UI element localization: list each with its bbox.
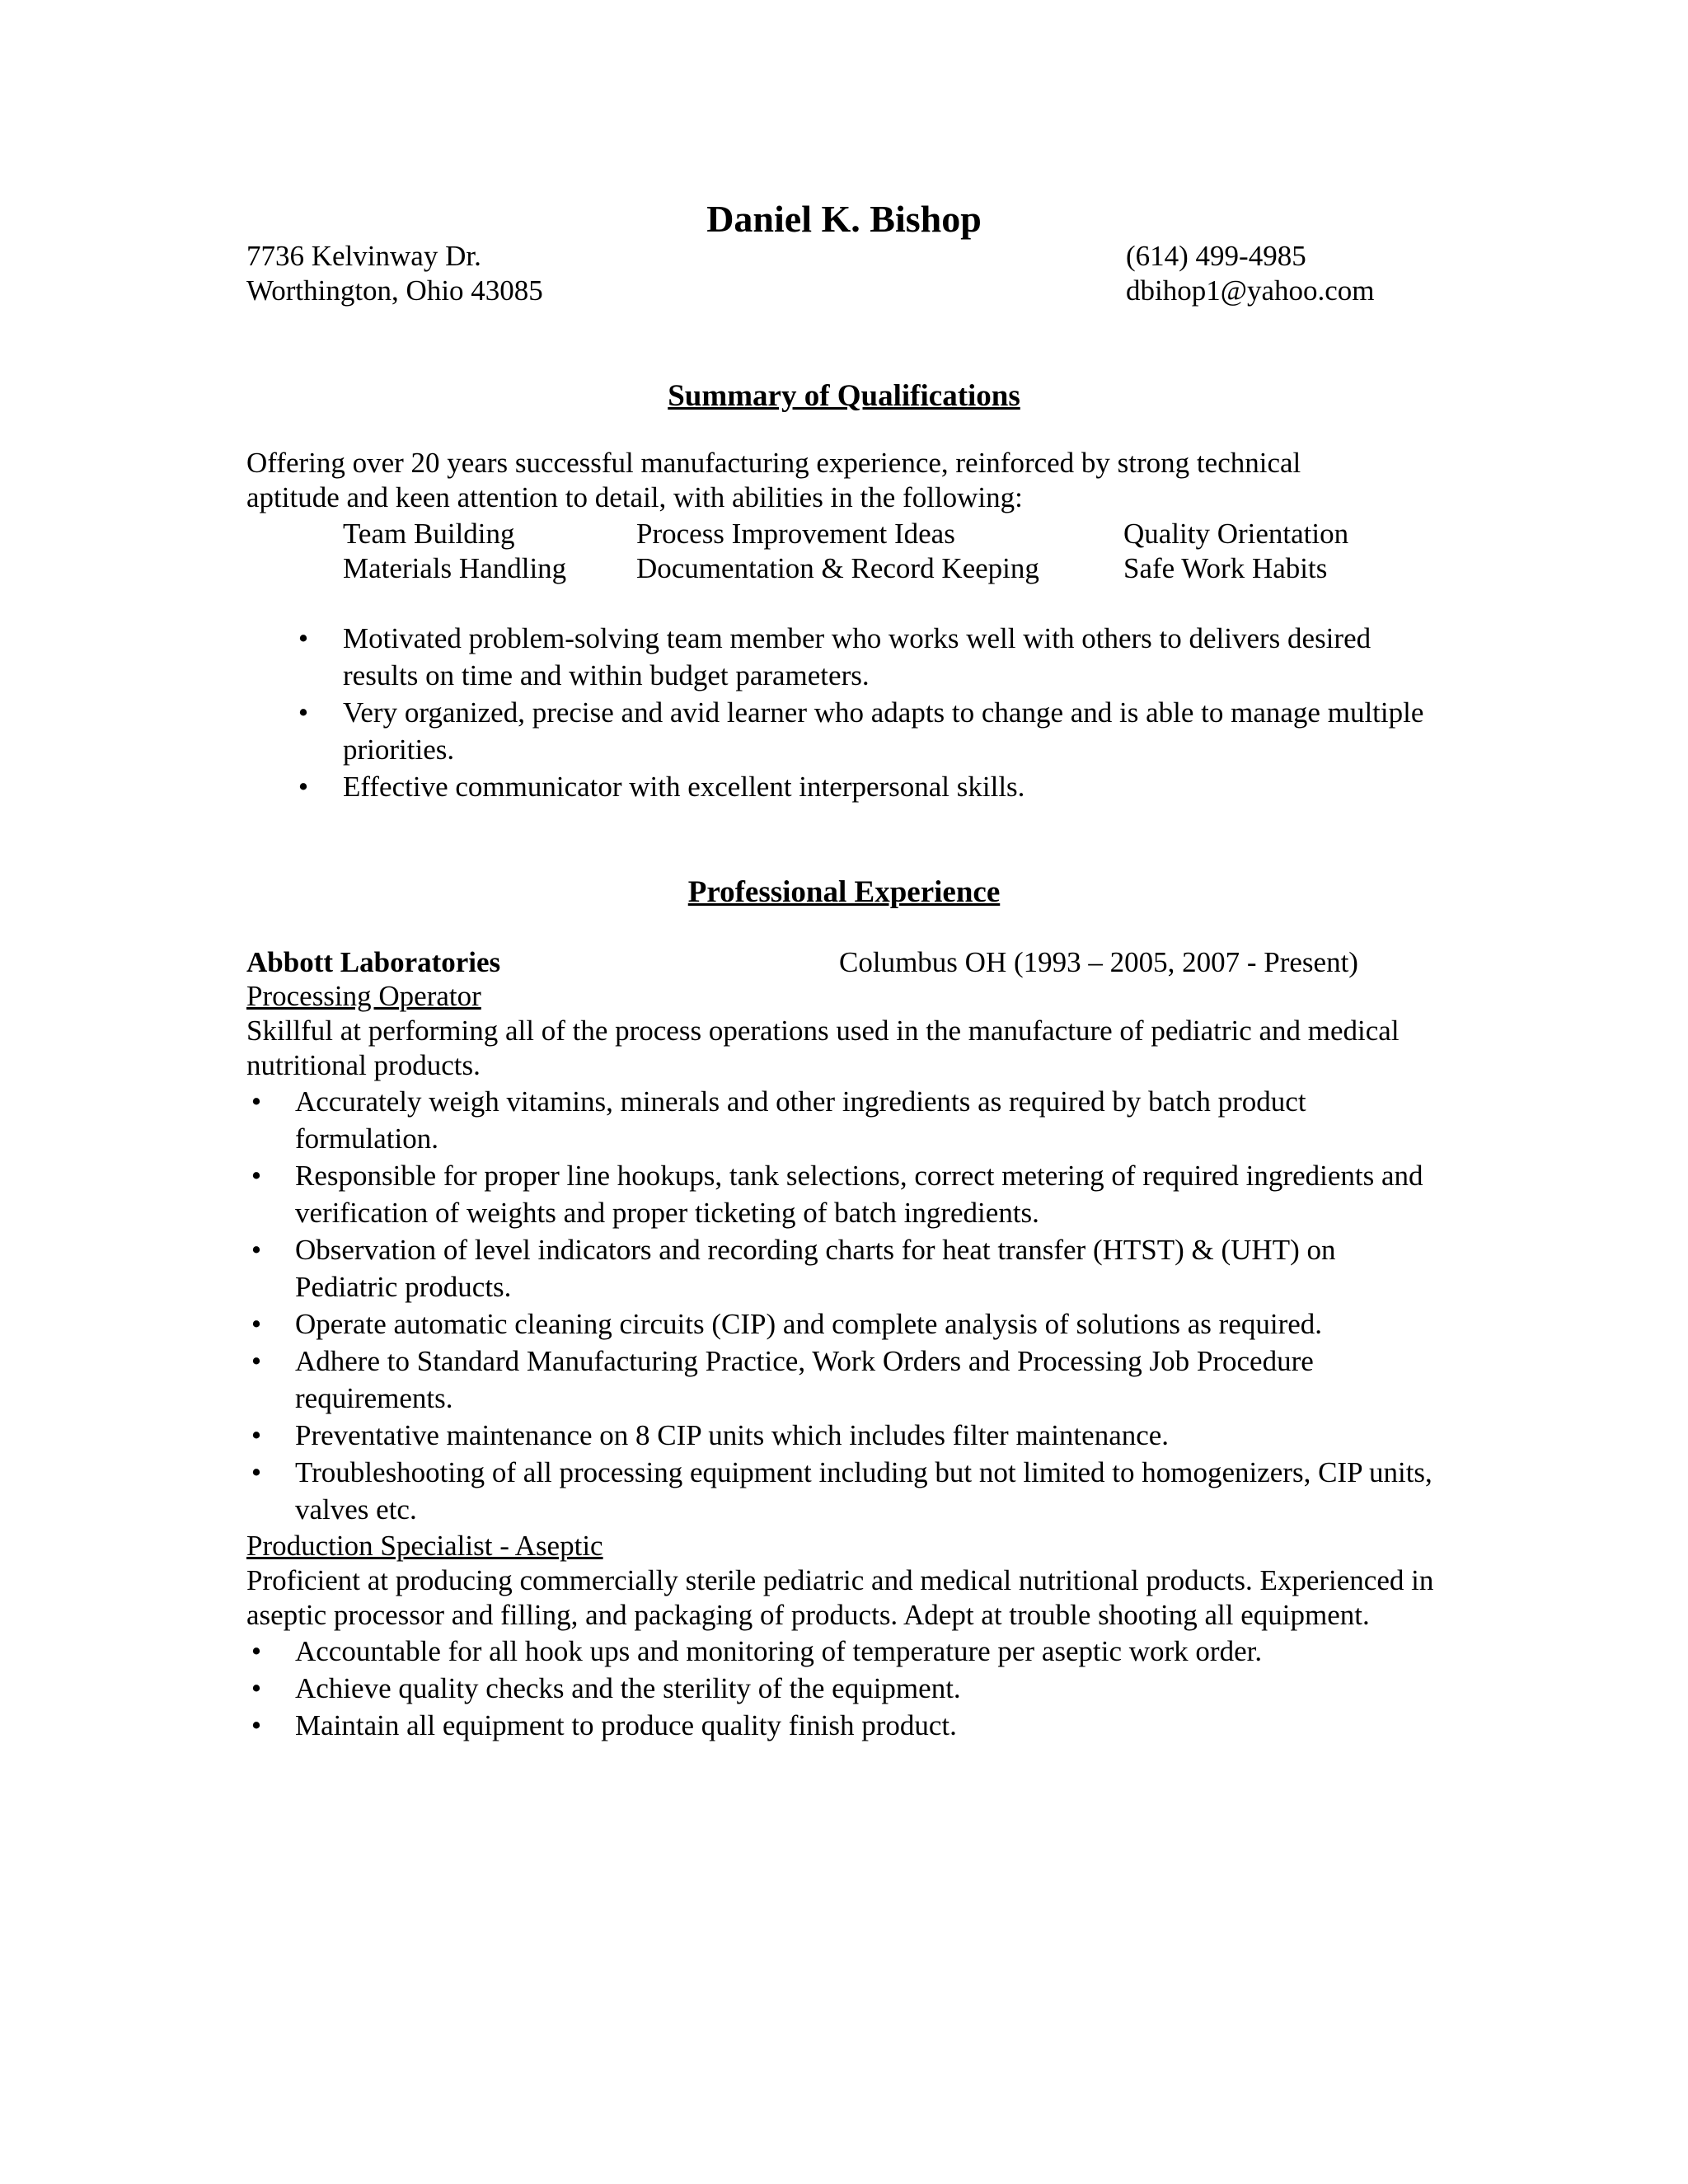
list-item xyxy=(246,1083,1442,1157)
summary-intro-line: aptitude and keen attention to detail, with abilities in the following: xyxy=(246,481,1023,513)
address-block xyxy=(246,239,543,308)
skills-row xyxy=(343,551,1414,586)
bullet-text: Operate automatic cleaning circuits (CIP) and complete analysis of solutions as required. xyxy=(295,1308,1323,1340)
bullet-icon: • xyxy=(251,1635,262,1667)
role-title: Production Specialist - Aseptic xyxy=(246,1530,603,1562)
list-item xyxy=(293,768,1447,805)
role-bullet-list xyxy=(246,1633,1442,1744)
address-line-2: Worthington, Ohio 43085 xyxy=(246,274,543,307)
role-description: Proficient at producing commercially sterile pediatric and medical nutritional products. Experienced in aseptic processor and filling, and packaging of products. Adept at trouble shooting all equipment. xyxy=(246,1564,1434,1631)
list-item xyxy=(246,1157,1442,1231)
bullet-text: Very organized, precise and avid learner who adapts to change and is able to manage multiple priorities. xyxy=(343,696,1424,766)
role-bullet-list xyxy=(246,1083,1442,1528)
role-description: Skillful at performing all of the process operations used in the manufacture of pediatric and medical nutritional products. xyxy=(246,1015,1400,1081)
phone-number: (614) 499-4985 xyxy=(1126,240,1306,272)
bullet-text: Preventative maintenance on 8 CIP units which includes filter maintenance. xyxy=(295,1419,1170,1451)
bullet-text: Troubleshooting of all processing equipment including but not limited to homogenizers, CIP units, valves etc. xyxy=(295,1456,1432,1526)
bullet-icon: • xyxy=(298,622,309,654)
list-item xyxy=(246,1231,1442,1305)
bullet-icon: • xyxy=(251,1160,262,1192)
role-processing-operator xyxy=(246,979,1442,1528)
bullet-text: Motivated problem-solving team member who works well with others to delivers desired results on time and within budget parameters. xyxy=(343,622,1372,691)
skill-item: Quality Orientation xyxy=(1123,518,1349,550)
list-item xyxy=(246,1707,1442,1744)
bullet-icon: • xyxy=(251,1672,262,1704)
bullet-text: Accurately weigh vitamins, minerals and other ingredients as required by batch product formulation. xyxy=(295,1085,1306,1155)
candidate-name: Daniel K. Bishop xyxy=(706,198,982,240)
employer-name: Abbott Laboratories xyxy=(246,946,501,978)
list-item xyxy=(246,1305,1442,1343)
summary-heading: Summary of Qualifications xyxy=(668,379,1020,413)
role-title: Processing Operator xyxy=(246,980,481,1012)
bullet-text: Effective communicator with excellent interpersonal skills. xyxy=(343,771,1025,803)
bullet-icon: • xyxy=(251,1085,262,1118)
bullet-text: Adhere to Standard Manufacturing Practice, Work Orders and Processing Job Procedure requirements. xyxy=(295,1345,1314,1414)
skill-item: Process Improvement Ideas xyxy=(636,518,955,550)
list-item xyxy=(246,1454,1442,1528)
bullet-icon: • xyxy=(251,1345,262,1377)
skills-grid xyxy=(343,517,1414,586)
job-header xyxy=(246,944,1433,981)
contact-block xyxy=(1126,239,1375,308)
summary-intro xyxy=(246,446,1433,515)
bullet-icon: • xyxy=(251,1419,262,1451)
bullet-icon: • xyxy=(251,1709,262,1741)
list-item xyxy=(246,1343,1442,1417)
bullet-icon: • xyxy=(251,1234,262,1266)
skills-row xyxy=(343,517,1414,551)
bullet-text: Achieve quality checks and the sterility of the equipment. xyxy=(295,1672,961,1704)
list-item xyxy=(293,694,1447,768)
list-item xyxy=(246,1670,1442,1707)
bullet-text: Responsible for proper line hookups, tank selections, correct metering of required ingredients and verification of weights and proper ticketing of batch ingredients. xyxy=(295,1160,1423,1229)
skill-item: Team Building xyxy=(343,518,515,550)
bullet-text: Observation of level indicators and recording charts for heat transfer (HTST) & (UHT) on Pediatric products. xyxy=(295,1234,1336,1303)
summary-bullet-list xyxy=(293,620,1447,805)
job-location-dates: Columbus OH (1993 – 2005, 2007 - Present) xyxy=(839,946,1358,978)
list-item xyxy=(246,1417,1442,1454)
email-address: dbihop1@yahoo.com xyxy=(1126,274,1375,307)
summary-intro-line: Offering over 20 years successful manufacturing experience, reinforced by strong technical xyxy=(246,447,1301,479)
list-item xyxy=(246,1633,1442,1670)
list-item xyxy=(293,620,1447,694)
bullet-icon: • xyxy=(298,771,309,803)
bullet-text: Accountable for all hook ups and monitoring of temperature per aseptic work order. xyxy=(295,1635,1263,1667)
skill-item: Safe Work Habits xyxy=(1123,552,1328,584)
bullet-icon: • xyxy=(298,696,309,729)
skill-item: Documentation & Record Keeping xyxy=(636,552,1039,584)
bullet-icon: • xyxy=(251,1308,262,1340)
bullet-icon: • xyxy=(251,1456,262,1488)
role-production-specialist xyxy=(246,1529,1442,1744)
address-line-1: 7736 Kelvinway Dr. xyxy=(246,240,481,272)
experience-heading: Professional Experience xyxy=(687,875,1001,909)
skill-item: Materials Handling xyxy=(343,552,567,584)
bullet-text: Maintain all equipment to produce quality finish product. xyxy=(295,1709,957,1741)
